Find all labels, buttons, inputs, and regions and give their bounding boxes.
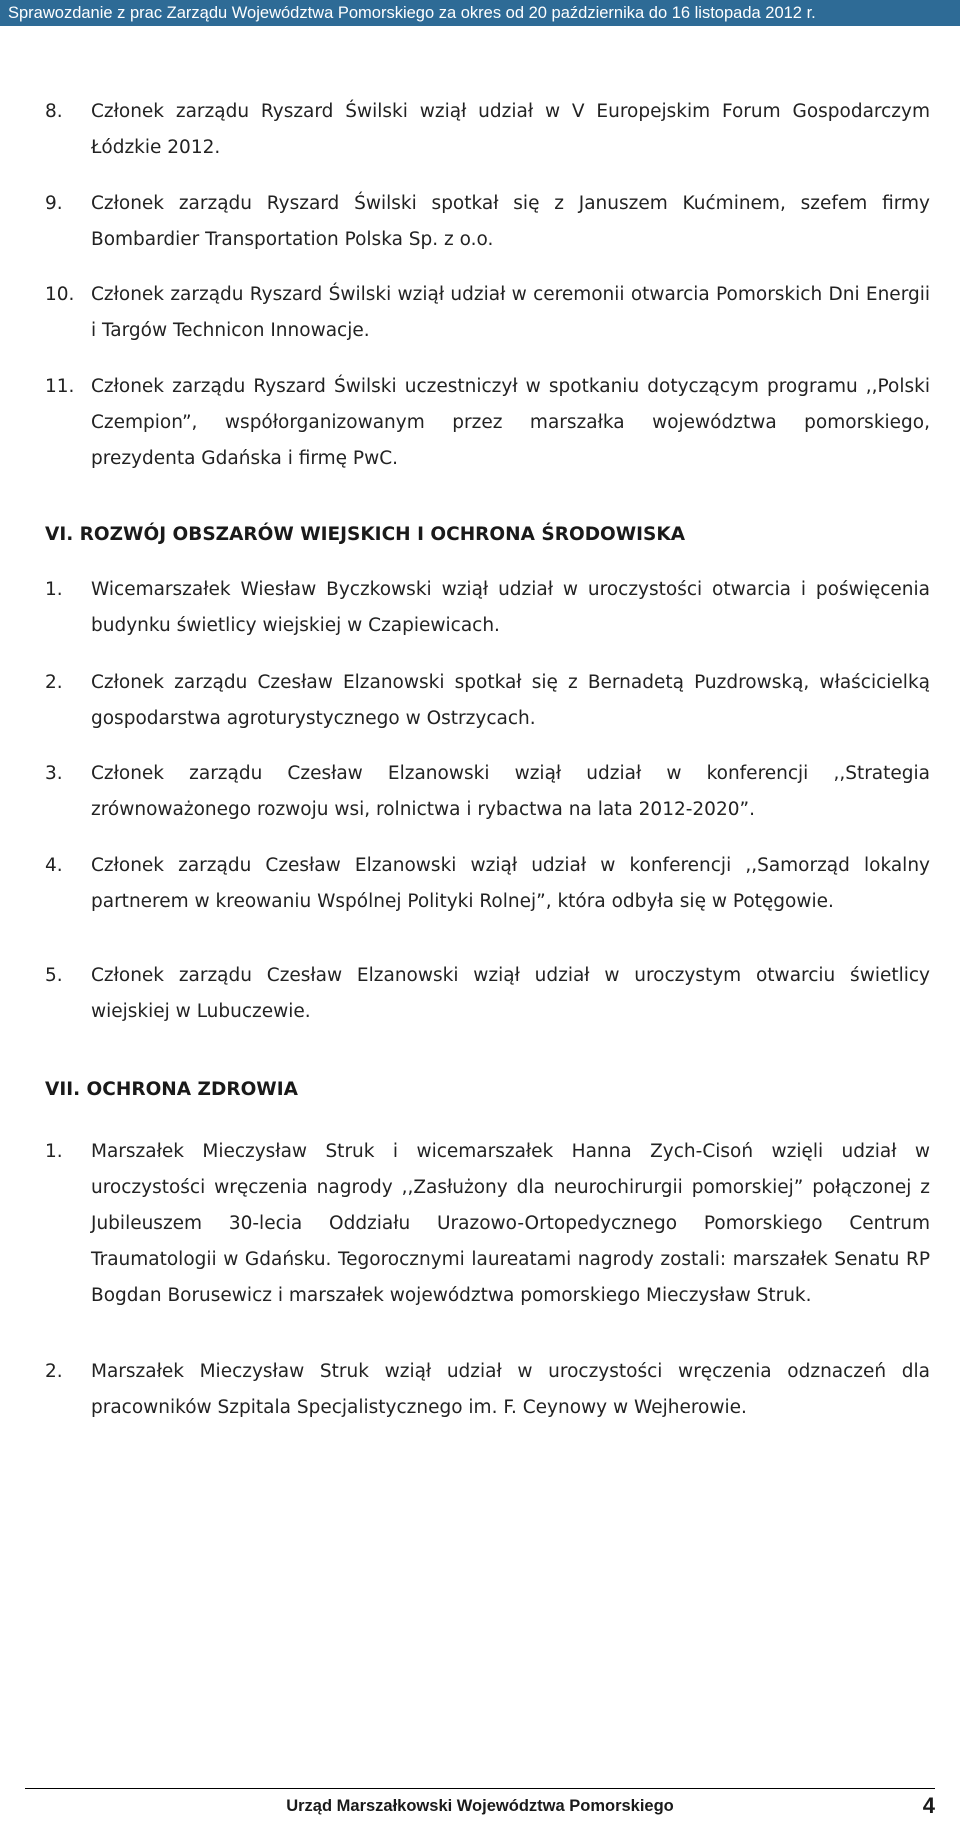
item-text: Marszałek Mieczysław Struk wziął udział w uroczystości wręczenia odznaczeń dla pracowników Szpitala Specjalistycznego im. F. Ceynowy w Wejherowie.: [91, 1361, 930, 1418]
item-number: 5.: [45, 965, 63, 986]
item-number: 2.: [45, 672, 63, 693]
item-text: Członek zarządu Ryszard Świlski wziął udział w V Europejskim Forum Gospodarczym Łódzkie 2012.: [91, 101, 930, 158]
list-item: [45, 277, 930, 349]
document-header: Sprawozdanie z prac Zarządu Województwa Pomorskiego za okres od 20 października do 16 listopada 2012 r.: [0, 0, 960, 26]
item-text: Członek zarządu Ryszard Świlski uczestniczył w spotkaniu dotyczącym programu ,,Polski Czempion”, współorganizowanym przez marszałka województwa pomorskiego, prezydenta Gdańska i firmę PwC.: [91, 376, 930, 469]
list-item: [45, 186, 930, 258]
list-item: [45, 1134, 930, 1314]
item-number: 3.: [45, 763, 63, 784]
item-number: 4.: [45, 855, 63, 876]
footer-divider: [25, 1788, 935, 1789]
list-item: [45, 848, 930, 920]
item-text: Członek zarządu Czesław Elzanowski wziął udział w konferencji ,,Samorząd lokalny partnerem w kreowaniu Wspólnej Polityki Rolnej”, która odbyła się w Potęgowie.: [91, 855, 930, 912]
item-number: 11.: [45, 376, 75, 397]
list-item: [45, 958, 930, 1030]
item-text: Marszałek Mieczysław Struk i wicemarszałek Hanna Zych-Cisoń wzięli udział w uroczystości wręczenia nagrody ,,Zasłużony dla neurochirurgii pomorskiej” połączonej z Jubileuszem 30-lecia Oddziału Urazowo-Ortopedycznego Pomorskiego Centrum Traumatologii w Gdańsku. Tegorocznymi laureatami nagrody zostali: marszałek Senatu RP Bogdan Borusewicz i marszałek województwa pomorskiego Mieczysław Struk.: [91, 1141, 930, 1306]
page-number: 4: [922, 1793, 935, 1818]
item-text: Członek zarządu Ryszard Świlski spotkał się z Januszem Kućminem, szefem firmy Bombardier Transportation Polska Sp. z o.o.: [91, 193, 930, 250]
item-number: 1.: [45, 1141, 63, 1162]
item-text: Członek zarządu Czesław Elzanowski wziął udział w konferencji ,,Strategia zrównoważonego rozwoju wsi, rolnictwa i rybactwa na lata 2012-2020”.: [91, 763, 930, 820]
section-heading: VII. OCHRONA ZDROWIA: [45, 1079, 298, 1100]
list-item: [45, 572, 930, 644]
item-number: 9.: [45, 193, 63, 214]
item-number: 2.: [45, 1361, 63, 1382]
section-heading: VI. ROZWÓJ OBSZARÓW WIEJSKICH I OCHRONA ŚRODOWISKA: [45, 524, 686, 545]
list-item: [45, 94, 930, 166]
list-item: [45, 756, 930, 828]
footer-text: Urząd Marszałkowski Województwa Pomorskiego: [286, 1797, 674, 1815]
item-number: 8.: [45, 101, 63, 122]
item-text: Członek zarządu Ryszard Świlski wziął udział w ceremonii otwarcia Pomorskich Dni Energii i Targów Technicon Innowacje.: [91, 284, 930, 341]
list-item: [45, 369, 930, 477]
list-item: [45, 665, 930, 737]
item-text: Członek zarządu Czesław Elzanowski wziął udział w uroczystym otwarciu świetlicy wiejskiej w Lubuczewie.: [91, 965, 930, 1022]
item-number: 10.: [45, 284, 75, 305]
list-item: [45, 1354, 930, 1426]
item-number: 1.: [45, 579, 63, 600]
item-text: Członek zarządu Czesław Elzanowski spotkał się z Bernadetą Puzdrowską, właścicielką gospodarstwa agroturystycznego w Ostrzycach.: [91, 672, 930, 729]
item-text: Wicemarszałek Wiesław Byczkowski wziął udział w uroczystości otwarcia i poświęcenia budynku świetlicy wiejskiej w Czapiewicach.: [91, 579, 930, 636]
